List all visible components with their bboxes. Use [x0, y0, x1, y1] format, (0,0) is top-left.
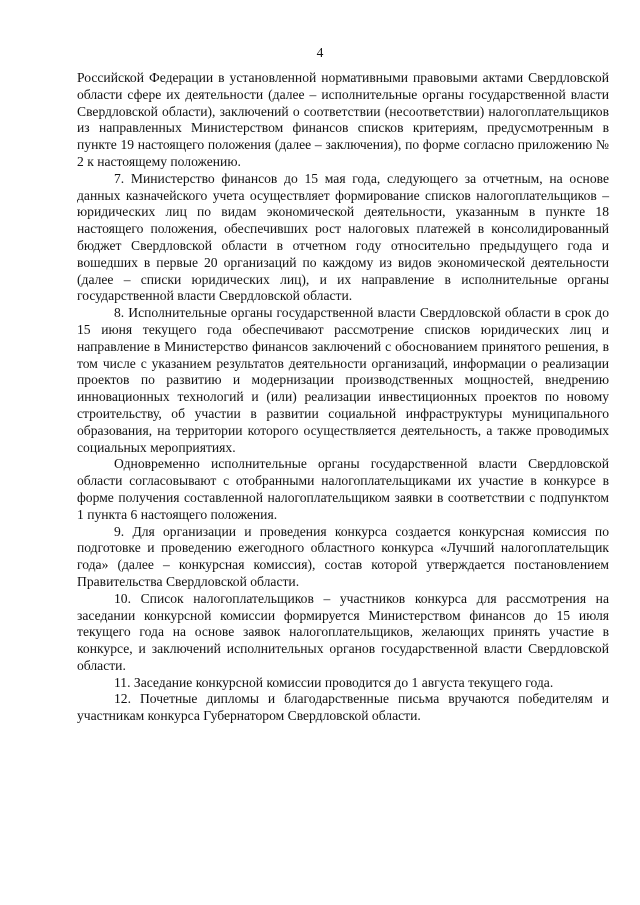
paragraph-continuation: Российской Федерации в установленной нормативными правовыми актами Свердловской области сфере их деятельности (далее – исполнительные органы государственной власти Свердловской области), заключений о соответствии (несоответствии) налогоплательщиков из направленных Министерством финансов списков критериям, предусмотренным в пункте 19 настоящего положения (далее – заключения), по форме согласно приложению № 2 к настоящему положению. [77, 70, 609, 169]
paragraph-item-12: 12. Почетные дипломы и благодарственные письма вручаются победителям и участникам конкурса Губернатором Свердловской области. [77, 691, 609, 724]
paragraph-item-9: 9. Для организации и проведения конкурса создается конкурсная комиссия по подготовке и проведению ежегодного областного конкурса «Лучший налогоплательщик года» (далее – конкурсная комиссия), состав которой утверждается постановлением Правительства Свердловской области. [77, 523, 609, 589]
paragraph-item-10: 10. Список налогоплательщиков – участников конкурса для рассмотрения на заседании конкурсной комиссии формируется Министерством финансов до 15 июля текущего года на основе заявок налогоплательщиков, желающих принять участие в конкурсе, и заключений исполнительных органов государственной власти Свердловской области. [77, 590, 609, 673]
paragraph-item-8: 8. Исполнительные органы государственной власти Свердловской области в срок до 15 июня текущего года обеспечивают рассмотрение списков юридических лиц и направление в Министерство финансов заключений с обоснованием принятого решения, в том числе с указанием результатов деятельности организаций, информации о реализации проектов по развитию и модернизации производственных мощностей, внедрению инновационных технологий и (или) реализации инвестиционных проектов по новому строительству, об участии в развитии социальной инфраструктуры муниципального образования, на территории которого осуществляется деятельность, а также проводимых социальных мероприятиях. [77, 305, 609, 455]
document-body [77, 70, 609, 725]
paragraph-simultaneously: Одновременно исполнительные органы государственной власти Свердловской области согласовывают с отобранными налогоплательщиками их участие в конкурсе в форме получения составленной налогоплательщиком заявки в соответствии с подпунктом 1 пункта 6 настоящего положения. [77, 456, 609, 522]
page-number: 4 [316, 45, 324, 60]
paragraph-item-11: 11. Заседание конкурсной комиссии проводится до 1 августа текущего года. [114, 674, 554, 690]
paragraph-item-7: 7. Министерство финансов до 15 мая года, следующего за отчетным, на основе данных казначейского учета осуществляет формирование списков налогоплательщиков – юридических лиц по видам экономической деятельности, указанным в пункте 18 настоящего положения, обеспечивших рост налоговых платежей в консолидированный бюджет Свердловской области в отчетном году относительно предыдущего года и вошедших в первые 20 организаций по каждому из видов экономической деятельности (далее – списки юридических лиц), и их направление в исполнительные органы государственной власти Свердловской области. [77, 170, 609, 304]
